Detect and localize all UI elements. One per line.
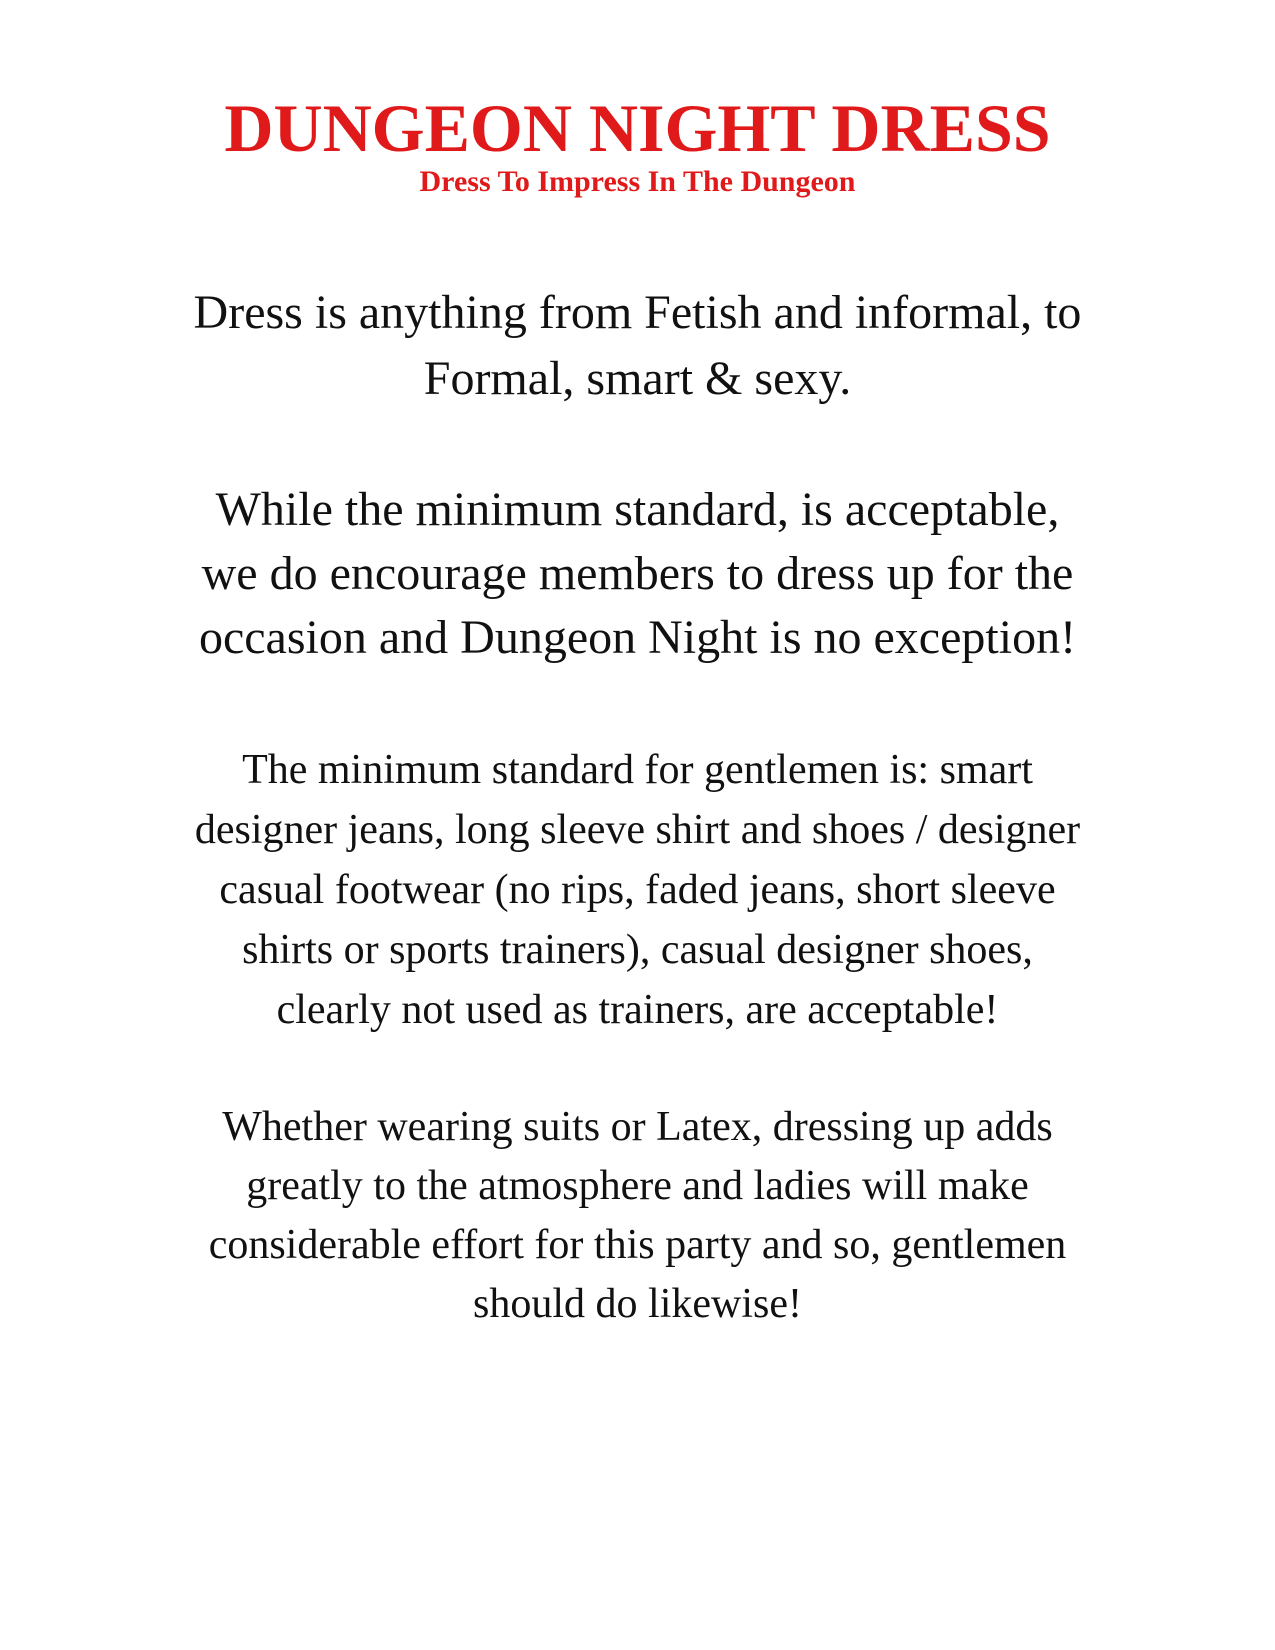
page-title: DUNGEON NIGHT DRESS	[224, 90, 1051, 166]
page-subtitle: Dress To Impress In The Dungeon	[419, 165, 856, 198]
paragraph-atmosphere-note: Whether wearing suits or Latex, dressing up adds greatly to the atmosphere and ladies will make considerable effort for this party and so, gentlemen should do likewise!	[208, 1104, 1067, 1327]
paragraph-dress-code-range: Dress is anything from Fetish and informal, to Formal, smart & sexy.	[193, 286, 1082, 405]
paragraph-gentlemen-minimum-standard: The minimum standard for gentlemen is: smart designer jeans, long sleeve shirt and shoes / designer casual footwear (no rips, faded jeans, short sleeve shirts or sports trainers), casual designer shoes, clearly not used as trainers, are acceptable!	[194, 747, 1081, 1033]
paragraph-dress-up-encouragement: While the minimum standard, is acceptable, we do encourage members to dress up for the occasion and Dungeon Night is no exception!	[198, 483, 1077, 664]
